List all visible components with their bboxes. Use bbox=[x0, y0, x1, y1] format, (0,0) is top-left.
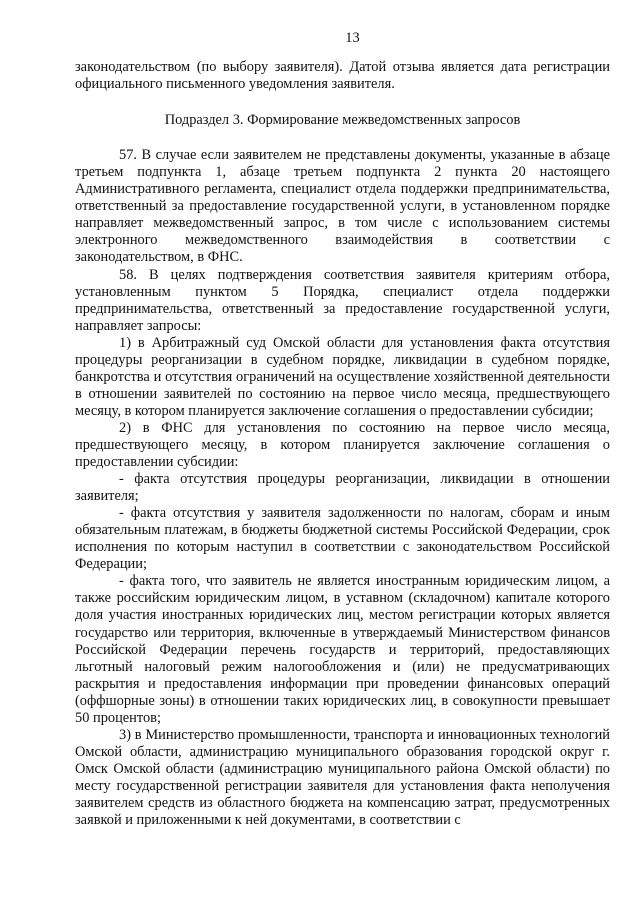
paragraph-continuation: законодательством (по выбору заявителя). Датой отзыва является дата регистрации официального письменного уведомления заявителя. bbox=[75, 59, 610, 93]
list-item-2: 2) в ФНС для установления по состоянию на первое число месяца, предшествующего месяцу, в котором планируется заключение соглашения о предоставлении субсидии: bbox=[75, 419, 610, 471]
bullet-item-1: - факта отсутствия процедуры реорганизации, ликвидации в отношении заявителя; bbox=[75, 471, 610, 505]
bullet-item-3: - факта того, что заявитель не является иностранным юридическим лицом, а также российским юридическим лицом, в уставном (складочном) капитале которого доля участия иностранных юридических лиц, местом регистрации которых является государство или территория, включенные в утверждаемый Министерством финансов Российской Федерации перечень государств и территорий, предоставляющих льготный налоговый режим налогообложения и (или) не предусматривающих раскрытия и предоставления информации при проведении финансовых операций (оффшорные зоны) в отношении таких юридических лиц, в совокупности превышает 50 процентов; bbox=[75, 573, 610, 726]
page-number: 13 bbox=[345, 30, 360, 46]
bullet-item-2: - факта отсутствия у заявителя задолженности по налогам, сборам и иным обязательным платежам, в бюджеты бюджетной системы Российской Федерации, срок исполнения по которым наступил в соответствии с законодательством Российской Федерации; bbox=[75, 505, 610, 573]
list-item-1: 1) в Арбитражный суд Омской области для установления факта отсутствия процедуры реорганизации в судебном порядке, ликвидации в судебном порядке, банкротства и отсутствия ограничений на осуществление хозяйственной деятельности в отношении заявителей по состоянию на первое число месяца, предшествующего месяцу, в котором планируется заключение соглашения о предоставлении субсидии; bbox=[75, 334, 610, 419]
paragraph-58: 58. В целях подтверждения соответствия заявителя критериям отбора, установленным пунктом 5 Порядка, специалист отдела поддержки предпринимательства, ответственный за предоставление государственной услуги, направляет запросы: bbox=[75, 266, 610, 334]
paragraph-57: 57. В случае если заявителем не представлены документы, указанные в абзаце третьем подпункта 1, абзаце третьем подпункта 2 пункта 20 настоящего Административного регламента, специалист отдела поддержки предпринимательства, ответственный за предоставление государственной услуги, в установленном порядке направляет межведомственный запрос, в том числе с использованием системы электронного межведомственного взаимодействия в соответствии с законодательством, в ФНС. bbox=[75, 147, 610, 266]
list-item-3: 3) в Министерство промышленности, транспорта и инновационных технологий Омской области, администрацию муниципального образования городской округ г. Омск Омской области (администрацию муниципального района Омской области) по месту государственной регистрации заявителя для установления факта неполучения заявителем средств из областного бюджета на компенсацию затрат, предусмотренных заявкой и приложенными к ней документами, в соответствии с bbox=[75, 726, 610, 829]
subsection-heading: Подраздел 3. Формирование межведомственных запросов bbox=[164, 112, 521, 129]
